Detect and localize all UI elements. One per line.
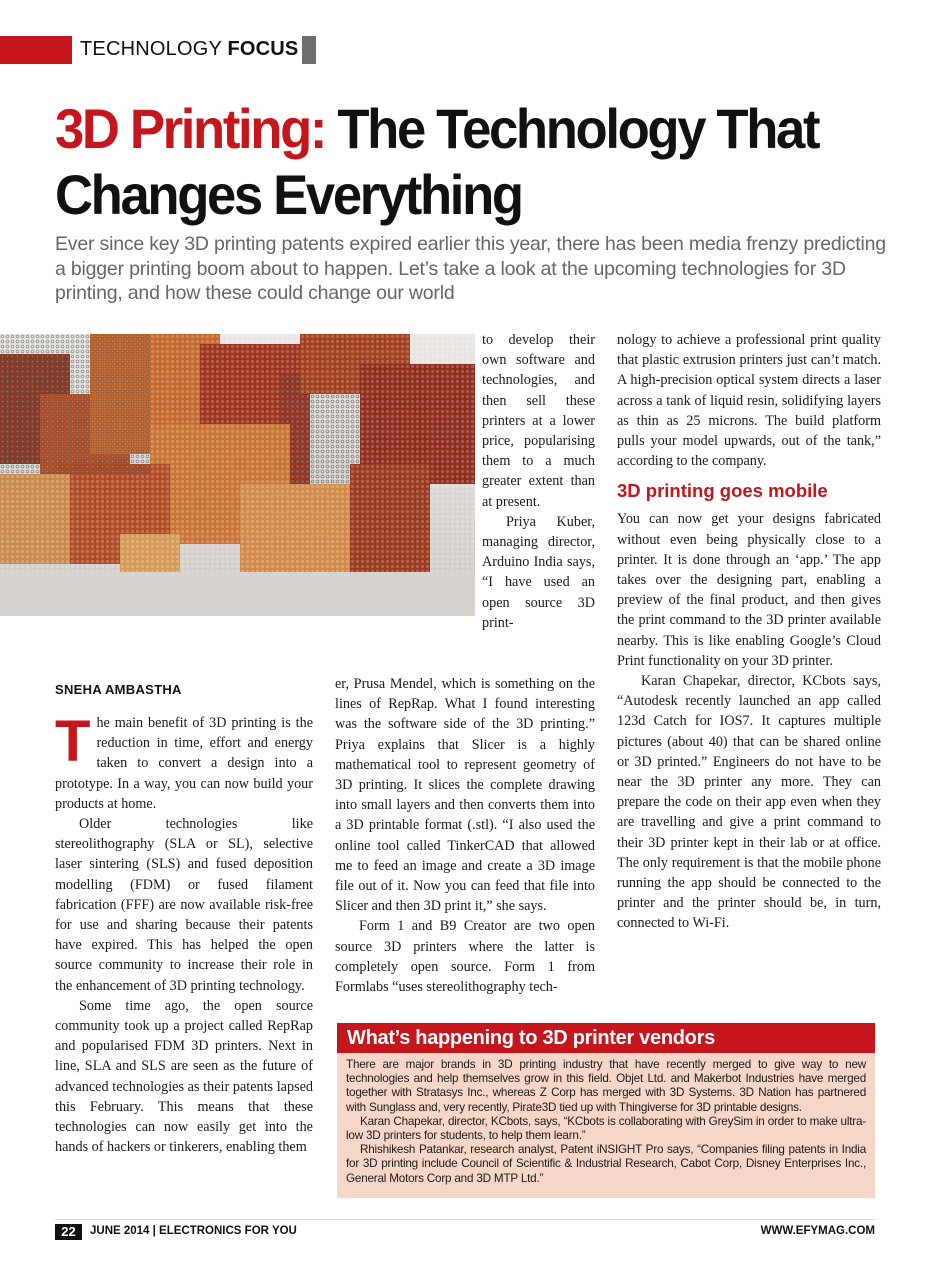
col1-paragraph-1-text: he main benefit of 3D printing is the reduction in time, effort and energy taken to convert a design into a prototype. In a way, you can now build your products at home.: [55, 715, 313, 812]
col3-paragraph-3: Karan Chapekar, director, KCbots says, “Autodesk recently launched an app called 123d Catch for IOS7. It captures multiple pictures (about 40) that can be shared online or 3D printed.” Engineers do not have to be near the 3D printer any more. They can prepare the code on their app even when they are travelling and give a print command to their 3D printer kept in their lab or at office. The only requirement is that the mobile phone running the app should be connected to the printer and the printer should be, in turn, connected to Wi-Fi.: [617, 673, 881, 932]
section-label-bold: FOCUS: [227, 38, 299, 60]
sidebar-box: [337, 1023, 875, 1198]
col2-paragraph-1: er, Prusa Mendel, which is something on the lines of RepRap. What I found interesting was the software side of the 3D printing.” Priya explains that Slicer is a highly mathematical tool to represent geometry of 3D printing. It slices the complete drawing into small layers and then converts them into a 3D printable format (.stl). “I also used the online tool called TinkerCAD that allowed me to feed an image and create a 3D image file out of it. Now you can feed that file into Slicer and then 3D print it,” she says.: [335, 676, 595, 915]
sidebar-paragraph-3: Rhishikesh Patankar, research analyst, Patent iNSIGHT Pro says, “Companies filing patents in India for 3D printing include Council of Scientific & Industrial Research, Cabot Corp, Disney Enterprises Inc., General Motors Corp and 3D MTP Ltd.”: [346, 1143, 866, 1185]
subheading-mobile: 3D printing goes mobile: [617, 480, 828, 502]
col3-paragraph-2: You can now get your designs fabricated without even being physically close to a printer. It is done through an ‘app.’ The app takes over the designing part, enabling a preview of the final product, and then gives the print command to the 3D printer available nearby. This is like enabling Google’s Cloud Print functionality on your 3D printer.: [617, 511, 881, 669]
col2-top-paragraph-2: Priya Kuber, managing director, Arduino India says, “I have used an open source 3D print-: [482, 513, 595, 631]
col2-top-paragraph-1: to develop their own software and technologies, and then sell these printers at a lower price, popularising them to a much greater extent than at present.: [482, 332, 595, 510]
column-two-top: [482, 330, 595, 633]
drop-cap: T: [55, 709, 91, 774]
footer-rule: [55, 1219, 875, 1220]
col1-paragraph-1: [55, 709, 313, 814]
footer-url: WWW.EFYMAG.COM: [760, 1225, 875, 1237]
cubes-illustration: [0, 334, 475, 616]
sidebar-title: What’s happening to 3D printer vendors: [337, 1023, 875, 1053]
byline: SNEHA AMBASTHA: [55, 682, 182, 697]
section-label-light: TECHNOLOGY: [80, 38, 222, 60]
section-label: [80, 38, 298, 61]
section-red-bar: [0, 36, 72, 64]
sidebar-paragraph-1: There are major brands in 3D printing industry that have recently merged to give way to new technologies and help themselves grow in this field. Objet Ltd. and Makerbot Industries have merged together with Stratasys Inc., whereas Z Corp has merged with 3D Systems. 3D Nation has partnered with Sunglass and, very recently, Pirate3D tied up with Thingiverse for 3D printable designs.: [346, 1058, 866, 1114]
column-one: [55, 709, 313, 1157]
col1-paragraph-3: Some time ago, the open source community took up a project called RepRap and popularised FDM 3D printers. Next in line, SLA and SLS are seen as the future of advanced technologies as their patents lapsed this February. This means that these technologies can now easily get into the hands of hackers or tinkerers, enabling them: [55, 997, 313, 1156]
article-title-black: The Technology That Changes Everything: [55, 97, 819, 226]
sidebar-paragraph-2: Karan Chapekar, director, KCbots, says, “KCbots is collaborating with GreySim in order to make ultra-low 3D printers for students, to help them learn.”: [346, 1114, 866, 1143]
footer-issue: JUNE 2014 | ELECTRONICS FOR YOU: [90, 1225, 297, 1237]
page-number: 22: [55, 1224, 82, 1240]
col1-paragraph-2: Older technologies like stereolithography (SLA or SL), selective laser sintering (SLS) and fused deposition modelling (FDM) or fused filament fabrication (FFF) are now available risk-free for use and sharing because their patents have expired. This has helped the open source community to increase their role in the enhancement of 3D printing technology.: [55, 816, 313, 994]
article-title: [55, 96, 863, 228]
sidebar-body: [337, 1053, 875, 1186]
column-two: [335, 674, 595, 997]
section-gray-bar: [302, 36, 316, 64]
article-image: [0, 334, 475, 616]
col3-paragraph-1: nology to achieve a professional print quality that plastic extrusion printers just can’t match. A high-precision optical system directs a laser across a tank of liquid resin, solidifying layers as thin as 25 microns. The build platform pulls your model upwards, out of the tank,” according to the company.: [617, 332, 881, 470]
col2-paragraph-2: Form 1 and B9 Creator are two open source 3D printers where the latter is completely open source. Form 1 from Formlabs “uses stereolithography tech-: [335, 918, 595, 996]
article-deck: Ever since key 3D printing patents expired earlier this year, there has been media frenzy predicting a bigger printing boom about to happen. Let’s take a look at the upcoming technologies for 3D printing, and how these could change our world: [55, 233, 886, 304]
article-title-red: 3D Printing:: [55, 97, 326, 160]
column-three: [617, 330, 881, 934]
